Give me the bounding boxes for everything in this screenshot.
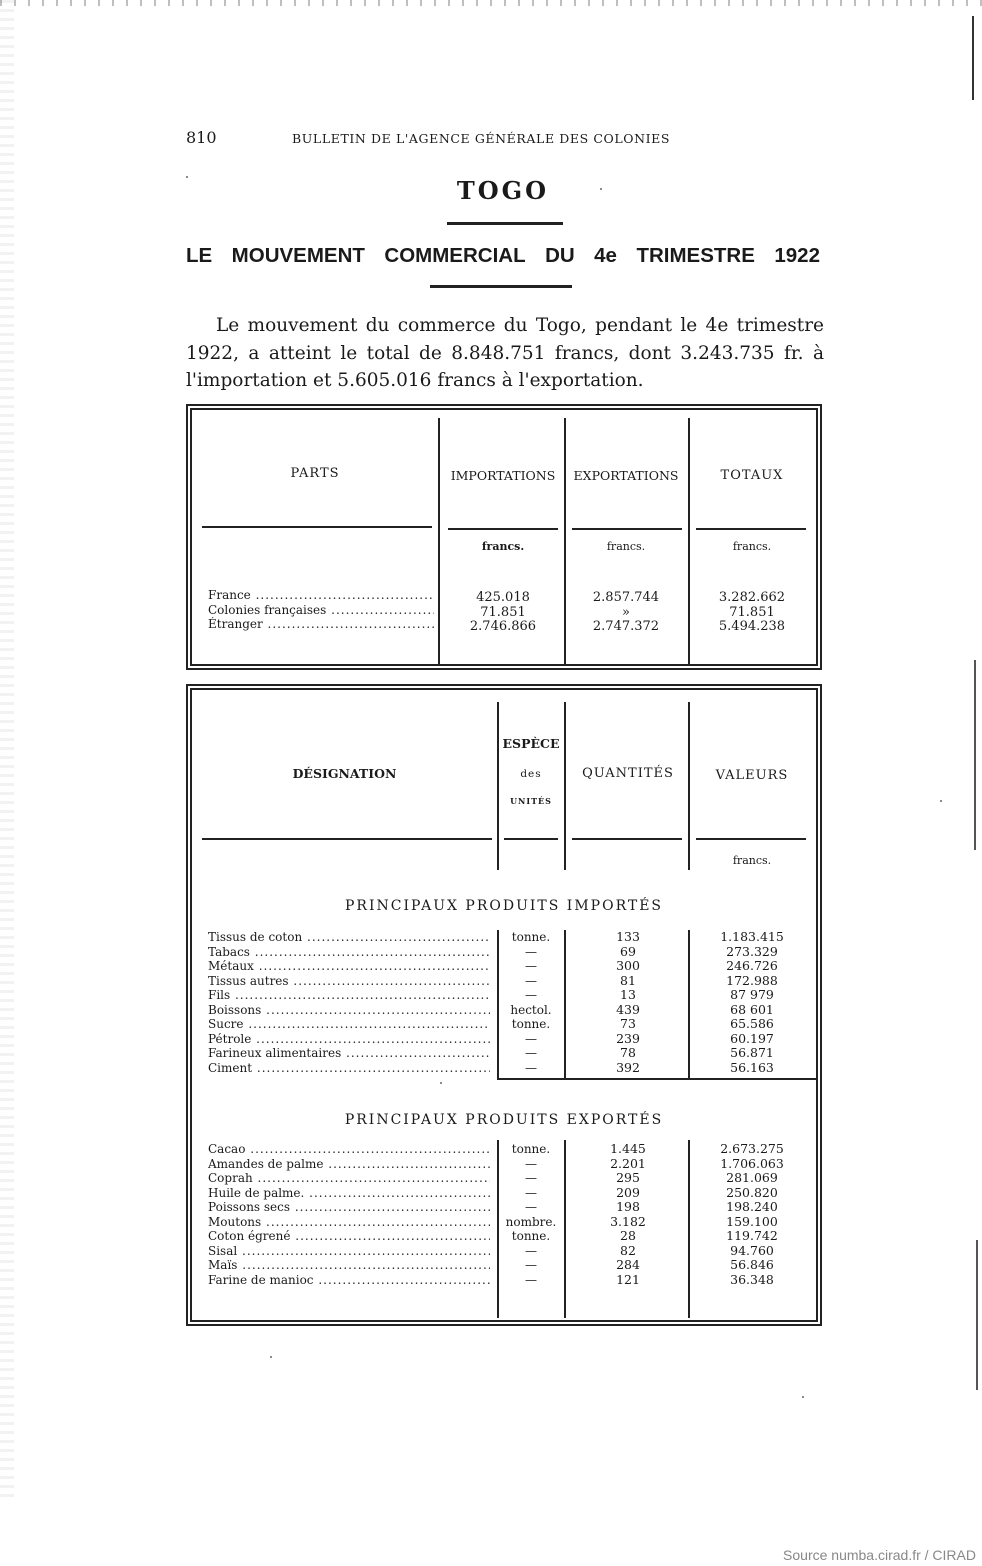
subtitle-word: COMMERCIAL	[384, 244, 526, 267]
cell: 1.445	[610, 1141, 646, 1156]
cell: 250.820	[726, 1184, 778, 1200]
cell: 78	[620, 1045, 636, 1060]
cell: 3.282.662	[718, 590, 786, 605]
row-label: Tissus de coton .....	[208, 930, 490, 945]
speck	[600, 188, 602, 190]
imports-quantities	[566, 930, 690, 1075]
cell: 133	[616, 929, 640, 944]
cell: 2.747.372	[592, 619, 660, 634]
cell: —	[525, 1258, 537, 1272]
row-label: Amandes de palme .....	[208, 1157, 490, 1172]
cell: 273.329	[726, 943, 778, 959]
cell: hectol.	[510, 1002, 552, 1017]
header-imports: IMPORTATIONS	[450, 468, 556, 483]
header-rule	[448, 528, 558, 530]
cell: —	[525, 1200, 537, 1214]
row-label: Coprah .....	[208, 1171, 490, 1186]
page-number: 810	[186, 128, 217, 147]
cell: —	[525, 988, 537, 1002]
row-label: Maïs .....	[208, 1258, 490, 1273]
row-label: Moutons .....	[208, 1215, 490, 1230]
cell: 284	[616, 1257, 640, 1272]
subtitle-word: LE	[186, 244, 213, 267]
cell: 69	[620, 943, 636, 959]
cell: 392	[616, 1059, 640, 1075]
header-quantites: QUANTITÉS	[582, 766, 674, 781]
intro-paragraph	[186, 312, 824, 395]
subtitle-word: 1922	[774, 244, 820, 267]
cell: 300	[616, 958, 640, 973]
cell: 82	[620, 1242, 636, 1258]
cell: 5.494.238	[718, 619, 786, 634]
cell: 281.069	[726, 1170, 778, 1185]
scan-left-margin	[0, 0, 14, 1500]
cell: 246.726	[726, 958, 778, 973]
header-rule	[696, 838, 806, 840]
cell: —	[525, 1031, 537, 1046]
cell: 68 601	[730, 1001, 774, 1017]
cell: 198.240	[726, 1199, 778, 1214]
header-espece: ESPÈCE	[502, 736, 560, 751]
row-label: Sucre .....	[208, 1017, 490, 1032]
cell: 87 979	[730, 987, 774, 1002]
speck	[270, 1356, 272, 1358]
row-label: Fils .....	[208, 988, 490, 1003]
unit-label: francs.	[606, 540, 646, 553]
header-valeurs: VALEURS	[715, 768, 789, 783]
cell: 2.746.866	[469, 619, 537, 634]
cell: 121	[616, 1271, 640, 1287]
row-label: Farineux alimentaires .....	[208, 1046, 490, 1061]
cell: 159.100	[726, 1213, 778, 1229]
section-rule	[497, 1078, 816, 1080]
cell: 1.706.063	[720, 1155, 784, 1171]
row-label: Colonies françaises .....	[208, 603, 434, 618]
row-label: Ciment .....	[208, 1061, 490, 1076]
source-credit: Source numba.cirad.fr / CIRAD	[783, 1547, 976, 1563]
exports-section-title: PRINCIPAUX PRODUITS EXPORTÉS	[344, 1112, 664, 1128]
cell: —	[525, 1046, 537, 1060]
cell: 425.018	[476, 590, 530, 605]
row-label: Poissons secs .....	[208, 1200, 490, 1215]
subtitle	[186, 244, 820, 268]
row-label: Coton égrené .....	[208, 1229, 490, 1244]
parts-table	[186, 404, 822, 670]
cell: 56.163	[730, 1059, 774, 1075]
cell: —	[525, 959, 537, 973]
cell: tonne.	[511, 930, 551, 944]
exports-quantities	[566, 1142, 690, 1287]
cell: —	[525, 1272, 537, 1287]
speck	[940, 800, 942, 802]
cell: —	[525, 1060, 537, 1075]
scan-edge-line	[976, 1240, 978, 1390]
subtitle-word: MOUVEMENT	[231, 244, 365, 267]
row-label: Pétrole .....	[208, 1032, 490, 1047]
header-rule	[202, 838, 492, 840]
cell: 2.857.744	[592, 590, 660, 605]
cell: 94.760	[730, 1242, 774, 1258]
unit-label: francs.	[481, 540, 525, 553]
cell: 13	[620, 987, 636, 1002]
col-divider	[688, 702, 690, 870]
cell: 56.871	[730, 1045, 774, 1060]
cell: tonne.	[511, 1017, 551, 1031]
cell: 73	[620, 1016, 636, 1031]
header-rule	[572, 838, 682, 840]
cell: 71.851	[729, 604, 775, 620]
cell: —	[525, 1156, 537, 1171]
header-espece-unites: UNITÉS	[510, 796, 552, 806]
scan-top-margin	[0, 0, 982, 6]
header-designation: DÉSIGNATION	[292, 766, 397, 781]
header-espece-des: des	[520, 768, 542, 780]
header-totals: TOTAUX	[720, 468, 784, 483]
exports-labels	[208, 1142, 490, 1287]
cell: —	[525, 1185, 537, 1200]
cell: 56.846	[730, 1257, 774, 1272]
row-label: France .....	[208, 588, 434, 603]
imports-values	[440, 590, 566, 634]
row-label: Farine de manioc .....	[208, 1273, 490, 1288]
row-label: Tissus autres .....	[208, 974, 490, 989]
cell: 28	[620, 1228, 636, 1243]
imports-units	[498, 930, 564, 1075]
header-rule	[696, 528, 806, 530]
imports-labels	[208, 930, 490, 1075]
header-rule	[572, 528, 682, 530]
imports-section-title: PRINCIPAUX PRODUITS IMPORTÉS	[344, 898, 664, 914]
cell: 439	[616, 1001, 640, 1017]
cell: tonne.	[511, 1229, 551, 1243]
header-rule	[202, 526, 432, 528]
cell: 81	[620, 972, 636, 988]
unit-label: francs.	[732, 540, 772, 553]
cell: 198	[616, 1199, 640, 1214]
col-divider	[497, 702, 499, 870]
header-parts: PARTS	[290, 466, 340, 481]
cell: 239	[616, 1030, 640, 1046]
totals-values	[690, 590, 814, 634]
cell: —	[525, 973, 537, 988]
cell: 119.742	[726, 1228, 778, 1243]
cell: —	[525, 1171, 537, 1185]
subtitle-rule	[430, 285, 572, 288]
cell: »	[622, 604, 630, 620]
cell: nombre.	[505, 1214, 557, 1229]
subtitle-word: DU	[545, 244, 575, 267]
row-label: Cacao .....	[208, 1142, 490, 1157]
cell: 2.673.275	[720, 1141, 784, 1156]
cell: —	[525, 1243, 537, 1258]
scan-edge-line	[974, 660, 976, 850]
parts-labels	[208, 588, 434, 632]
exports-values	[690, 1142, 814, 1287]
running-title: BULLETIN DE L'AGENCE GÉNÉRALE DES COLONIES	[292, 131, 671, 146]
page-title: TOGO	[456, 176, 550, 205]
cell: 60.197	[730, 1030, 774, 1046]
cell: 209	[616, 1184, 640, 1200]
header-rule	[504, 838, 558, 840]
row-label: Boissons .....	[208, 1003, 490, 1018]
scan-edge-line	[972, 16, 974, 100]
cell: —	[525, 944, 537, 959]
title-rule	[447, 222, 563, 225]
exports-values	[564, 590, 688, 634]
cell: 172.988	[726, 972, 778, 988]
unit-label: francs.	[732, 854, 772, 867]
paragraph-text: Le mouvement du commerce du Togo, pendant le 4e trimestre 1922, a atteint le total de 8.848.751 francs, dont 3.243.735 fr. à l'importation et 5.605.016 francs à l'exportation.	[186, 315, 824, 391]
speck	[186, 176, 188, 178]
products-table	[186, 684, 822, 1326]
row-label: Métaux .....	[208, 959, 490, 974]
header-exports: EXPORTATIONS	[573, 468, 679, 483]
row-label: Sisal .....	[208, 1244, 490, 1259]
cell: 71.851	[480, 604, 526, 620]
imports-values	[690, 930, 814, 1075]
subtitle-word: TRIMESTRE	[636, 244, 755, 267]
cell: 2.201	[610, 1155, 646, 1171]
speck	[802, 1396, 804, 1398]
cell: 295	[616, 1170, 640, 1185]
exports-units	[498, 1142, 564, 1287]
cell: 3.182	[610, 1213, 646, 1229]
row-label: Étranger .....	[208, 617, 434, 632]
row-label: Tabacs .....	[208, 945, 490, 960]
cell: tonne.	[511, 1142, 551, 1156]
speck	[440, 1082, 442, 1084]
row-label: Huile de palme. .....	[208, 1186, 490, 1201]
subtitle-word: 4e	[594, 244, 617, 267]
cell: 65.586	[730, 1016, 774, 1031]
col-divider	[564, 702, 566, 870]
cell: 36.348	[730, 1271, 774, 1287]
cell: 1.183.415	[720, 929, 784, 944]
